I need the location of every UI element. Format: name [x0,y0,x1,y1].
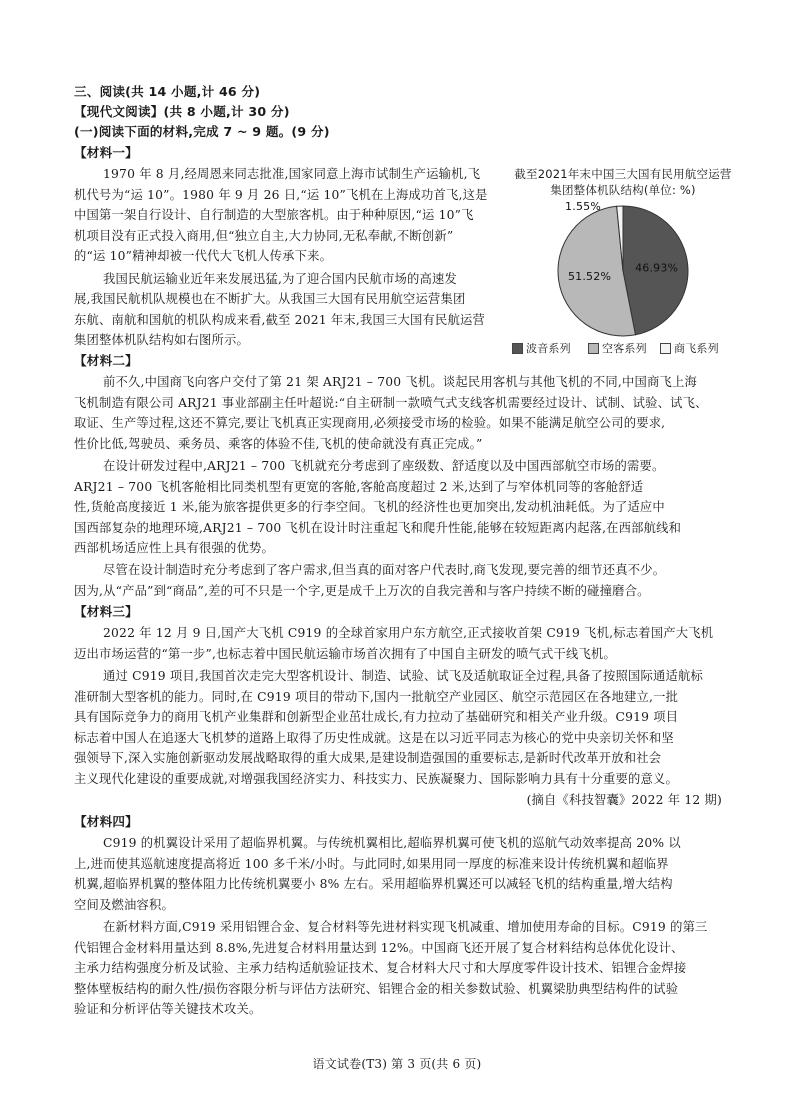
paragraph-line: 展,我国民航机队规模也在不断扩大。从我国三大国有民用航空运营集团 [74,292,466,306]
paragraph-line: 1970 年 8 月,经周恩来同志批准,国家同意上海市试制生产运输机,飞 [103,167,481,181]
paragraph-line: 西部机场适应性上具有很强的优势。 [74,541,274,555]
legend-label: 空客系列 [602,342,647,355]
legend-swatch [660,343,671,354]
subsection-heading: 【现代文阅读】(共 8 小题,计 30 分) [74,104,290,119]
legend-swatch [512,343,523,354]
section-heading: 三、阅读(共 14 小题,计 46 分) [74,84,261,99]
paragraph-line: 的“运 10”精神却被一代代大飞机人传承下来。 [74,249,333,263]
paragraph-line: 强领导下,深入实施创新驱动发展战略取得的重大成果,是建设制造强国的重要标志,是新时代改革开放和社会 [74,751,662,765]
legend-label: 商飞系列 [674,342,719,355]
fleet-pie-chart [512,195,734,343]
paragraph-line: 主义现代化建设的重要成就,对增强我国经济实力、科技实力、民族凝聚力、国际影响力具有十分重要的意义。 [74,772,678,786]
legend-swatch [588,343,599,354]
paragraph-line: 在设计研发过程中,ARJ21 – 700 飞机就充分考虑到了座级数、舒适度以及中国西部航空市场的需要。 [103,459,665,473]
paragraph-line: 准研制大型客机的能力。同时,在 C919 项目的带动下,国内一批航空产业园区、航空示范园区在各地建立,一批 [74,690,679,704]
paragraph-line: 机翼,超临界机翼的整体阻力比传统机翼要小 8% 左右。采用超临界机翼还可以减轻飞机的结构重量,增大结构 [74,877,673,891]
paragraph-line: 国西部复杂的地理环境,ARJ21 – 700 飞机在设计时注重起飞和爬升性能,能够在较短距离内起落,在西部航线和 [74,521,682,535]
paragraph-line: 整体壁板结构的耐久性/损伤容限分析与评估方法研究、铝锂合金的相关参数试验、机翼梁肋典型结构件的试验 [74,982,679,996]
paragraph-line: 机代号为“运 10”。1980 年 9 月 26 日,“运 10”飞机在上海成功首飞,这是 [74,188,488,202]
paragraph-line: 机项目没有正式投入商用,但“独立自主,大力协同,无私奉献,不断创新” [74,229,454,243]
chart-legend [512,340,734,356]
paragraph-line: 取证、生产等过程,这还不算完,要让飞机真正实现商用,必须接受市场的检验。如果不能满足航空公司的要求, [74,416,666,430]
material-4-label: 【材料四】 [74,814,138,829]
paragraph-line: 我国民航运输业近年来发展迅猛,为了迎合国内民航市场的高速发 [103,272,458,286]
pie-data-label: 46.93% [635,261,679,275]
paragraph-line: 因为,从“产品”到“商品”,差的可不只是一个字,更是成千上万次的自我完善和与客户持续不断的碰撞磨合。 [74,584,650,598]
page-footer: 语文试卷(T3) 第 3 页(共 6 页) [312,1057,482,1071]
paragraph-line: 验证和分析评估等关键技术攻关。 [74,1002,262,1016]
material-2-label: 【材料二】 [74,353,138,368]
source-citation: (摘自《科技智囊》2022 年 12 期) [526,793,722,807]
part-instruction: (一)阅读下面的材料,完成 7 ~ 9 题。(9 分) [74,124,330,139]
paragraph-line: 2022 年 12 月 9 日,国产大飞机 C919 的全球首家用户东方航空,正式接收首架 C919 飞机,标志着国产大飞机 [103,626,714,640]
legend-item-comac [660,340,719,356]
paragraph-line: 通过 C919 项目,我国首次走完大型客机设计、制造、试验、试飞及适航取证全过程,具备了按照国际通适航标 [103,669,703,683]
paragraph-line: ARJ21 – 700 飞机客舱相比同类机型有更宽的客舱,客舱高度超过 2 米,达到了与窄体机同等的客舱舒适 [74,480,644,494]
paragraph-line: 迈出市场运营的“第一步”,也标志着中国民航运输市场首次拥有了中国自主研发的喷气式干线飞机。 [74,647,616,661]
paragraph-line: 东航、南航和国航的机队构成来看,截至 2021 年末,我国三大国有民航运营 [74,313,485,327]
paragraph-line: 代铝锂合金材料用量达到 8.8%,先进复合材料用量达到 12%。中国商飞还开展了复合材料结构总体优化设计、 [74,941,684,955]
pie-data-label: 51.52% [567,269,612,283]
material-1-label: 【材料一】 [74,145,138,160]
paragraph-line: 中国第一架自行设计、自行制造的大型旅客机。由于种种原因,“运 10”飞 [74,208,474,222]
paragraph-line: 主承力结构强度分析及试验、主承力结构适航验证技术、复合材料大尺寸和大厚度零件设计技术、铝锂合金焊接 [74,961,687,975]
paragraph-line: 在新材料方面,C919 采用铝锂合金、复合材料等先进材料实现飞机减重、增加使用寿命的目标。C919 的第三 [103,920,708,934]
paragraph-line: 集团整体机队结构如右图所示。 [74,333,249,347]
legend-item-boeing [512,340,571,356]
paragraph-line: 性价比低,驾驶员、乘务员、乘客的体验不佳,飞机的使命就没有真正完成。” [74,437,483,451]
paragraph-line: 空间及燃油容积。 [74,898,174,912]
pie-data-label: 1.55% [565,200,601,213]
paragraph-line: 尽管在设计制造时充分考虑到了客户需求,但当真的面对客户代表时,商飞发现,要完善的细节还真不少。 [103,563,666,577]
paragraph-line: 飞机制造有限公司 ARJ21 事业部副主任叶超说:“自主研制一款喷气式支线客机需要经过设计、试制、试验、试飞、 [74,396,708,410]
paragraph-line: 上,进而使其巡航速度提高将近 100 多千米/小时。与此同时,如果用同一厚度的标准来设计传统机翼和超临界 [74,857,669,871]
paragraph-line: C919 的机翼设计采用了超临界机翼。与传统机翼相比,超临界机翼可使飞机的巡航气动效率提高 20% 以 [103,836,681,850]
legend-item-airbus [588,340,647,356]
material-3-label: 【材料三】 [74,604,138,619]
paragraph-line: 标志着中国人在追逐大飞机梦的道路上取得了历史性成就。这是在以习近平同志为核心的党中央亲切关怀和坚 [74,731,674,745]
paragraph-line: 性,货舱高度接近 1 米,能为旅客提供更多的行李空间。飞机的经济性也更加突出,发动机油耗低。为了适应中 [74,500,665,514]
paragraph-line: 前不久,中国商飞向客户交付了第 21 架 ARJ21 – 700 飞机。谈起民用客机与其他飞机的不同,中国商飞上海 [103,375,697,389]
chart-title: 截至2021年末中国三大国有民用航空运营集团整体机队结构(单位: %) [514,167,732,197]
legend-label: 波音系列 [526,342,571,355]
paragraph-line: 具有国际竞争力的商用飞机产业集群和创新型企业茁壮成长,有力拉动了基础研究和相关产业升级。C919 项目 [74,710,679,724]
